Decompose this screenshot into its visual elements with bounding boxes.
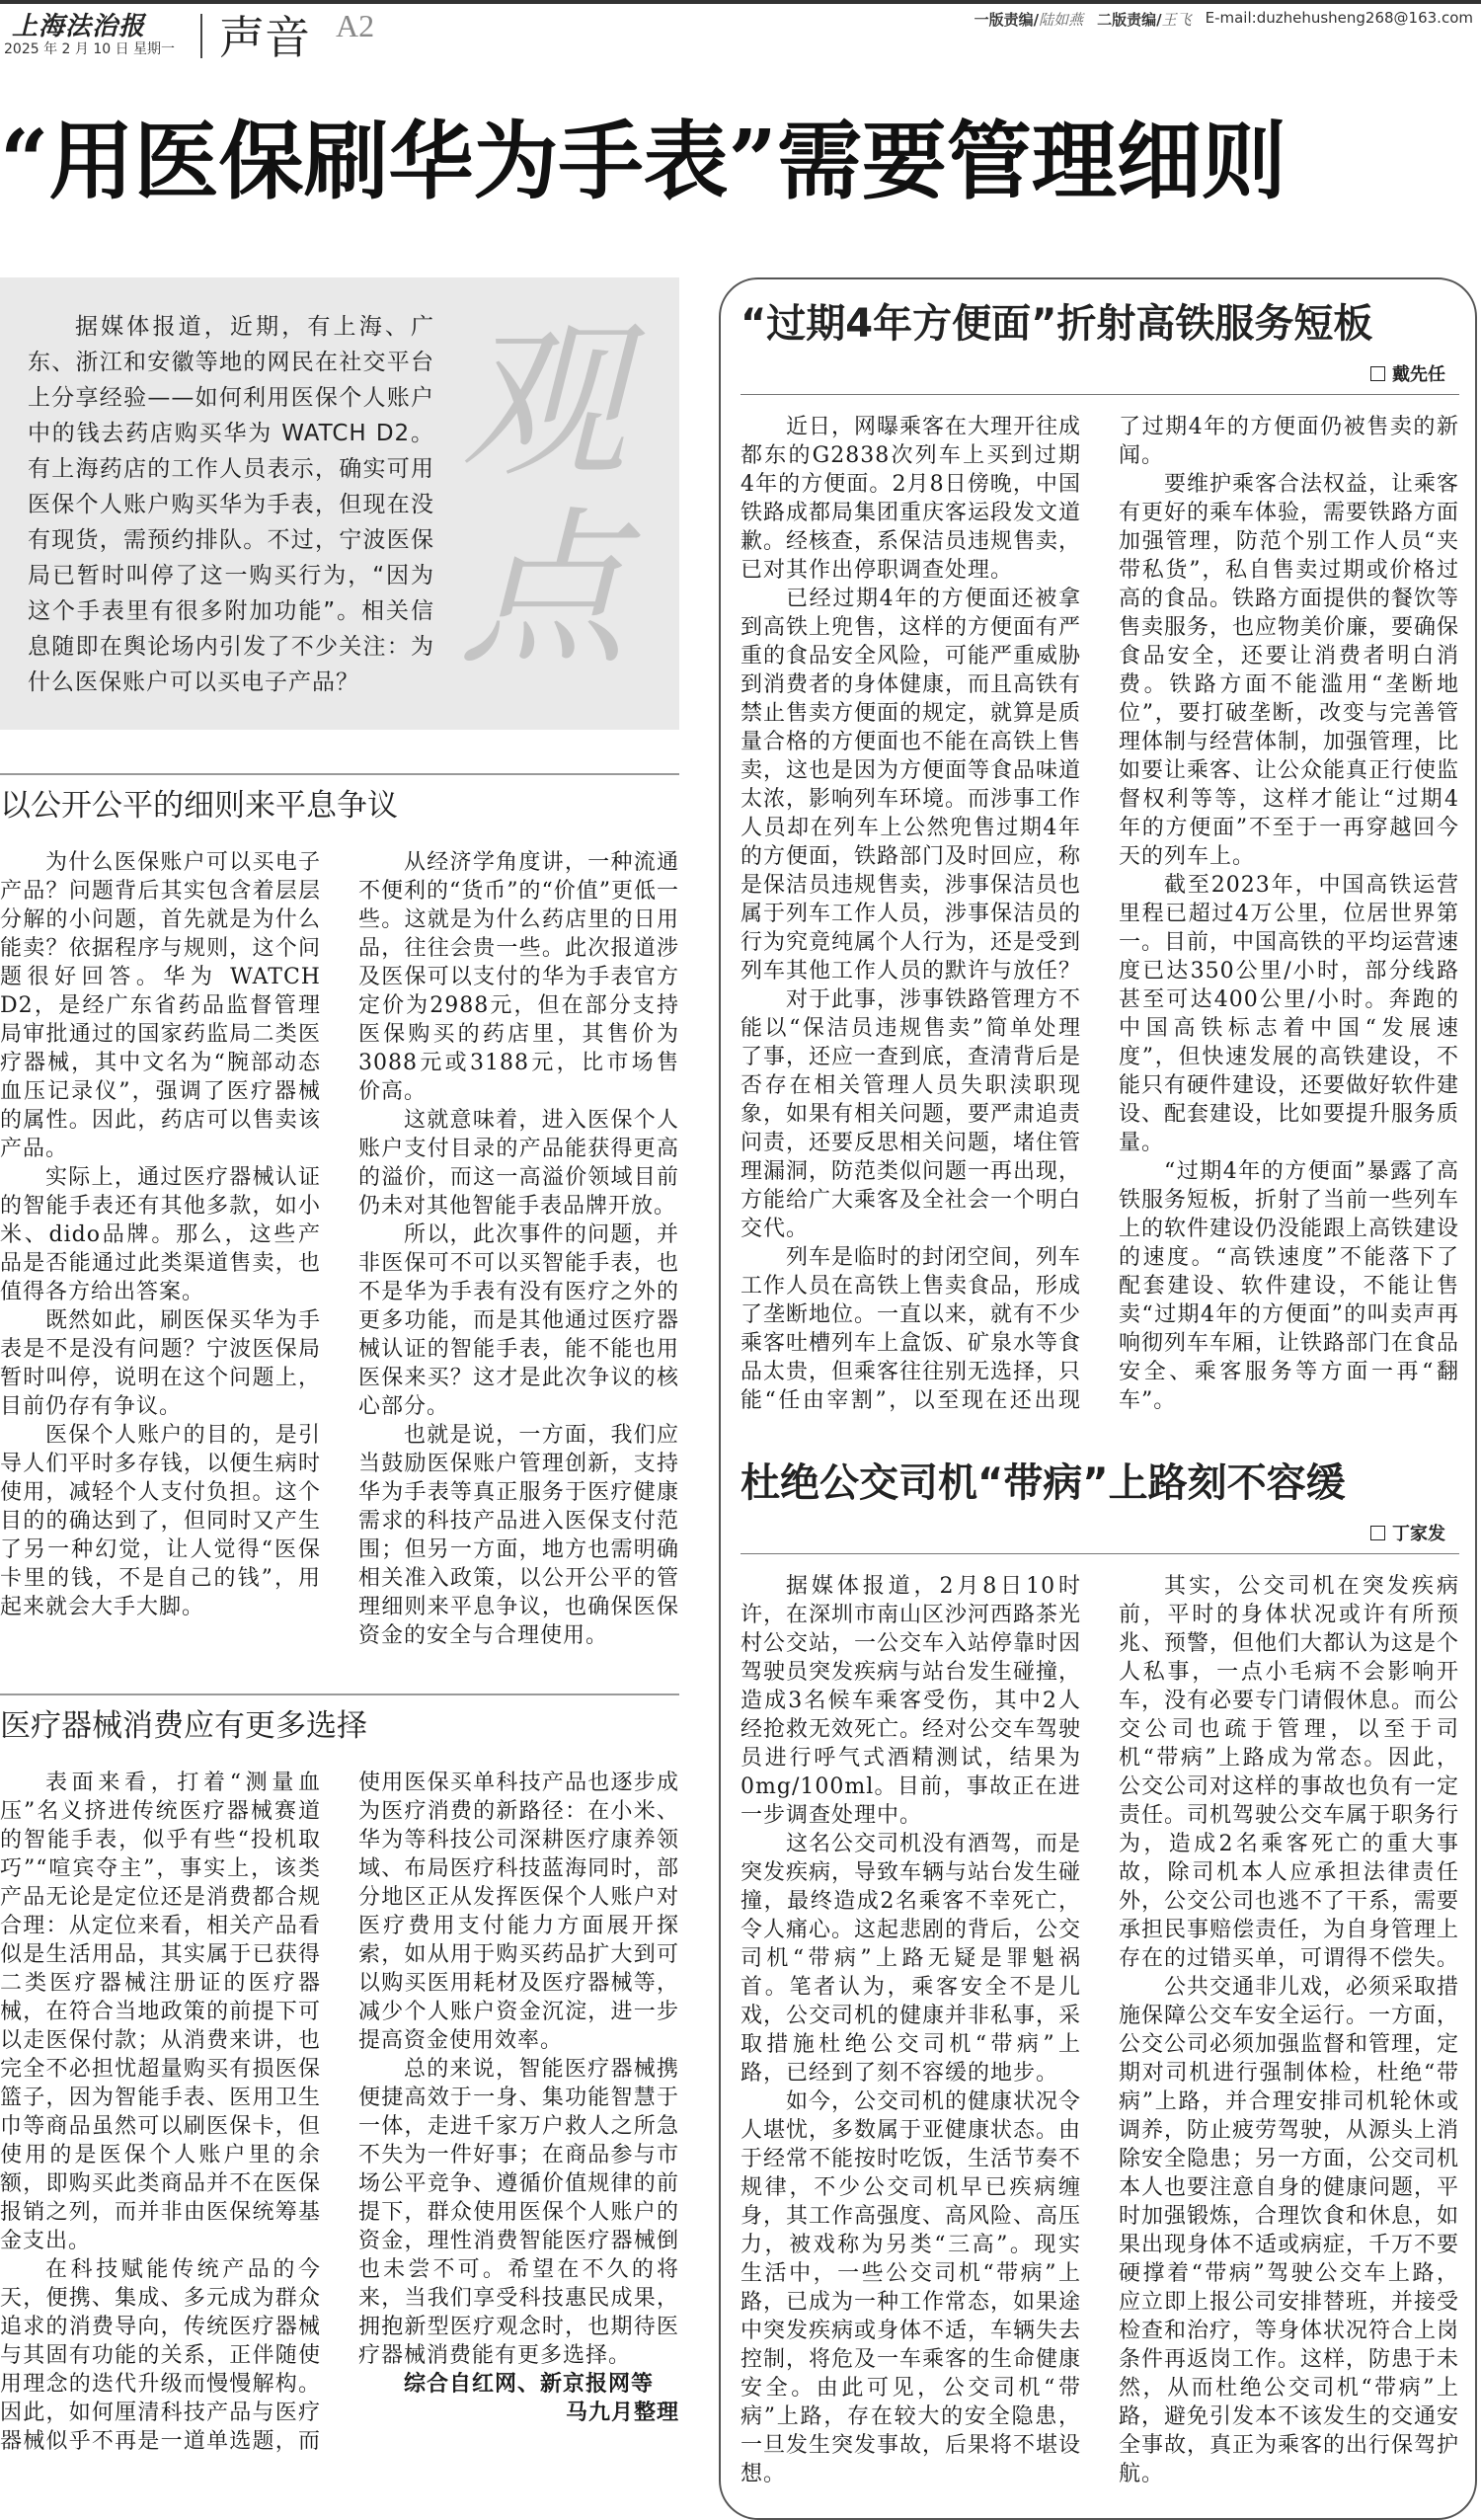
article-byline [740, 362, 1445, 388]
paragraph: 要维护乘客合法权益，让乘客有更好的乘车体验，需要铁路方面加强管理，防范个别工作人员“夹带私货”，私自售卖过期或价格过高的食品。铁路方面提供的餐饮等售卖服务，也应物美价廉，要确保食品安全，还要让消费者明白消费。铁路方面不能滥用“垄断地位”，要打破垄断，改变与完善管理体制与经营体制，加强管理，比如要让乘客、让公众能真正行使监督权利等等，这样才能让“过期4年的方便面”不至于一再穿越回今天的列车上。 [1119, 472, 1460, 869]
editor-2-name: 王飞 [1161, 11, 1192, 29]
issue-date: 2025 年 2 月 10 日 星期一 [4, 41, 176, 57]
paragraph: 对于此事，涉事铁路管理方不能以“保洁员违规售卖”简单处理了事，还应一查到底，查清背后是否存在相关管理人员失职渎职现象，如果有相关问题，要严肃追责问责，还要反思相关问题，堵住管理漏洞，防范类似问题一再出现，方能给广大乘客及全社会一个明白交代。 [740, 987, 1082, 1241]
paragraph: 这名公交司机没有酒驾，而是突发疾病，导致车辆与站台发生碰撞，最终造成2名乘客不幸死亡，令人痛心。这起悲剧的背后，公交司机“带病”上路无疑是罪魁祸首。笔者认为，乘客安全不是儿戏，公交司机的健康并非私事，采取措施杜绝公交司机“带病”上路，已经到了刻不容缓的地步。 [740, 1832, 1082, 2086]
byline-box-icon [1370, 366, 1385, 381]
intro-text: 据媒体报道，近期，有上海、广东、浙江和安徽等地的网民在社交平台上分享经验——如何利用医保个人账户中的钱去药店购买华为 WATCH D2。有上海药店的工作人员表示，确实可用医保个人账户购买华为手表，但现在没有现货，需预约排队。不过，宁波医保局已暂时叫停了这一购买行为，“因为这个手表里有很多附加功能”。相关信息随即在舆论场内引发了不少关注：为什么医保账户可以买电子产品？ [28, 314, 434, 695]
paragraph: “过期4年的方便面”暴露了高铁服务短板，折射了当前一些列车上的软件建设仍没能跟上高铁建设的速度。“高铁速度”不能落下了配套建设、软件建设，不能让售卖“过期4年的方便面”的叫卖声再响彻列车车厢，让铁路部门在食品安全、乘客服务等方面一再“翻车”。 [1119, 1159, 1460, 1413]
paragraph: 近日，网曝乘客在大理开往成都东的G2838次列车上买到过期4年的方便面。2月8日傍晚，中国铁路成都局集团重庆客运段发文道歉。经核查，系保洁员违规售卖，已对其作出停职调查处理。 [740, 415, 1082, 583]
paragraph: 据媒体报道，2月8日10时许，在深圳市南山区沙河西路茶光村公交站，一公交车入站停靠时因驾驶员突发疾病与站台发生碰撞，造成3名候车乘客受伤，其中2人经抢救无效死亡。经对公交车驾驶员进行呼气式酒精测试，结果为0mg/100ml。目前，事故正在进一步调查处理中。 [740, 1574, 1082, 1828]
article-body [0, 1769, 679, 2456]
section-rule [0, 773, 679, 775]
paragraph: 其实，公交司机在突发疾病前，平时的身体状况或许有所预兆、预警，但他们大都认为这是个人私事，一点小毛病不会影响开车，没有必要专门请假休息。而公交公司也疏于管理，以至于司机“带病”上路成为常态。因此，公交公司对这样的事故也负有一定责任。司机驾驶公交车属于职务行为，造成2名乘客死亡的重大事故，除司机本人应承担法律责任外，公交公司也逃不了干系，需要承担民事赔偿责任，为自身管理上存在的过错买单，可谓得不偿失。 [1119, 1574, 1460, 1971]
editor-1-label: 一版责编/ [974, 11, 1040, 29]
article-body [740, 1572, 1459, 2488]
masthead-divider [200, 14, 202, 58]
left-column [0, 277, 679, 2456]
paragraph: 列车是临时的封闭空间，列车工作人员在高铁上售卖食品，形成了垄断地位。一直以来，就有不少乘客吐槽列车上盒饭、矿泉水等食品太贵，但乘客往往别无选择，只能“任由宰割”，以至现在还出现了过期4年的方便面仍被售卖的新闻。 [740, 415, 1459, 1413]
paragraph: 实际上，通过医疗器械认证的智能手表还有其他多款，如小米、dido品牌。那么，这些产品是否能通过此类渠道售卖，也值得各方给出答案。 [0, 1165, 321, 1304]
paragraph: 从经济学角度讲，一种流通不便利的“货币”的“价值”更低一些。这就是为什么药店里的日用品，往往会贵一些。此次报道涉及医保可以支付的华为手表官方定价为2988元，但在部分支持医保购买的药店里，其售价为3088元或3188元，比市场售价高。 [358, 850, 679, 1104]
paragraph: 这就意味着，进入医保个人账户支付目录的产品能获得更高的溢价，而这一高溢价领域目前仍未对其他智能手表品牌开放。 [358, 1108, 679, 1219]
byline-rule [740, 1553, 1459, 1554]
viewpoint-calligraphy: 观点 [458, 305, 627, 688]
article-body [0, 848, 679, 1650]
paragraph: 截至2023年，中国高铁运营里程已超过4万公里，位居世界第一。目前，中国高铁的平均运营速度已达350公里/小时，部分线路甚至可达400公里/小时。奔跑的中国高铁标志着中国“发展速度”，但快速发展的高铁建设，不能只有硬件建设，还要做好软件建设、配套建设，比如要提升服务质量。 [1119, 873, 1460, 1155]
newspaper-logo: 上海法治报 [12, 12, 146, 41]
author-name: 戴先任 [1392, 364, 1445, 385]
article-title: “过期4年方便面”折射高铁服务短板 [740, 301, 1373, 347]
paragraph: 如今，公交司机的健康状况令人堪忧，多数属于亚健康状态。由于经常不能按时吃饭，生活节奏不规律，不少公交司机早已疾病缠身，其工作高强度、高风险、高压力，被戏称为另类“三高”。现实生活中，一些公交司机“带病”上路，已成为一种工作常态，如果途中突发疾病或身体不适，车辆失去控制，将危及一车乘客的生命健康安全。由此可见，公交司机“带病”上路，存在较大的安全隐患，一旦发生突发事故，后果将不堪设想。 [740, 2089, 1082, 2486]
source-credit: 综合自红网、新京报网等 [404, 2372, 655, 2397]
editor-2-label: 二版责编/ [1097, 11, 1162, 29]
article-title: 医疗器械消费应有更多选择 [0, 1708, 367, 1744]
commentary-panel [719, 277, 1477, 2520]
contact-email: E-mail:duzhehusheng268@163.com [1205, 9, 1473, 27]
page-number: A2 [336, 8, 375, 43]
page-headline: “用医保刷华为手表”需要管理细则 [0, 112, 1286, 211]
paragraph: 总的来说，智能医疗器械携便捷高效于一身、集功能智慧于一体，走进千家万户救人之所急不失为一件好事；在商品参与市场公平竞争、遵循价值规律的前提下，群众使用医保个人账户的资金，理性消费智能医疗器械倒也未尝不可。希望在不久的将来，当我们享受科技惠民成果，拥抱新型医疗观念时，也期待医疗器械消费能有更多选择。 [358, 2057, 679, 2368]
compiler-credit: 马九月整理 [565, 2401, 679, 2425]
paragraph: 为什么医保账户可以买电子产品？问题背后其实包含着层层分解的小问题，首先就是为什么能卖？依据程序与规则，这个问题很好回答。华为 WATCH D2，是经广东省药品监督管理局审批通过的国家药监局二类医疗器械，其中文名为“腕部动态血压记录仪”，强调了医疗器械的属性。因此，药店可以售卖该产品。 [0, 850, 321, 1161]
article-title: 杜绝公交司机“带病”上路刻不容缓 [740, 1460, 1346, 1506]
article-body [740, 413, 1459, 1415]
paragraph: 已经过期4年的方便面还被拿到高铁上兜售，这样的方便面有严重的食品安全风险，可能严重威胁到消费者的身体健康，而且高铁有禁止售卖方便面的规定，就算是质量合格的方便面也不能在高铁上售卖，这也是因为方便面等食品味道太浓，影响列车环境。而涉事工作人员却在列车上公然兜售过期4年的方便面，铁路部门及时回应，称是保洁员违规售卖，涉事保洁员也属于列车工作人员，涉事保洁员的行为究竟纯属个人行为，还是受到列车其他工作人员的默许与放任？ [740, 587, 1082, 984]
article-spacer [740, 1415, 1459, 1458]
article-title: 以公开公平的细则来平息争议 [0, 788, 398, 824]
paragraph: 表面来看，打着“测量血压”名义挤进传统医疗器械赛道的智能手表，似乎有些“投机取巧”“喧宾夺主”，事实上，该类产品无论是定位还是消费都合规合理：从定位来看，相关产品看似是生活用品，其实属于已获得二类医疗器械注册证的医疗器械，在符合当地政策的前提下可以走医保付款；从消费来讲，也完全不必担忧超量购买有损医保篮子，因为智能手表、医用卫生巾等商品虽然可以刷医保卡，但使用的是医保个人账户里的余额，即购买此类商品并不在医保报销之列，而并非由医保统筹基金支出。 [0, 1771, 321, 2253]
byline-box-icon [1370, 1526, 1385, 1540]
article-byline [740, 1522, 1445, 1547]
paragraph: 公共交通非儿戏，必须采取措施保障公交车安全运行。一方面，公交公司必须加强监督和管理，定期对司机进行强制体检，杜绝“带病”上路，并合理安排司机轮休或调养，防止疲劳驾驶，从源头上消除安全隐患；另一方面，公交司机本人也要注意自身的健康问题，平时加强锻炼，合理饮食和休息，如果出现身体不适或病症，千万不要硬撑着“带病”驾驶公交车上路，应立即上报公司安排替班，并接受检查和治疗，等身体状况符合上岗条件再返岗工作。这样，防患于未然，从而杜绝公交司机“带病”上路，避免引发本不该发生的交通安全事故，真正为乘客的出行保驾护航。 [1119, 1975, 1460, 2486]
paragraph: 既然如此，刷医保买华为手表是不是没有问题？宁波医保局暂时叫停，说明在这个问题上，目前仍存有争议。 [0, 1308, 321, 1419]
paragraph: 在科技赋能传统产品的今天，便携、集成、多元成为群众追求的消费导向，传统医疗器械与其固有功能的关系，正伴随使用理念的迭代升级而慢慢解构。因此，如何厘清科技产品与医疗器械似乎不再是一道单选题，而使用医保买单科技产品也逐步成为医疗消费的新路径：在小米、华为等科技公司深耕医疗康养领域、布局医疗科技蓝海同时，部分地区正从发挥医保个人账户对医疗费用支付能力方面展开探索，如从用于购买药品扩大到可以购买医用耗材及医疗器械等，减少个人账户资金沉淀，进一步提高资金使用效率。 [0, 1771, 679, 2454]
paragraph: 所以，此次事件的问题，并非医保可不可以买智能手表，也不是华为手表有没有医疗之外的更多功能，而是其他通过医疗器械认证的智能手表，能不能也用医保来买？这才是此次争议的核心部分。 [358, 1222, 679, 1419]
byline-rule [740, 394, 1459, 395]
author-name: 丁家发 [1392, 1524, 1445, 1544]
editor-1-name: 陆如燕 [1039, 11, 1084, 29]
paragraph: 也就是说，一方面，我们应当鼓励医保账户管理创新，支持华为手表等真正服务于医疗健康需求的科技产品进入医保支付范围；但另一方面，地方也需明确相关准入政策，以公开公平的管理细则来平息争议，也确保医保资金的安全与合理使用。 [358, 1423, 679, 1648]
editor-1 [974, 9, 1084, 30]
section-name: 声音 [219, 11, 310, 64]
editor-2 [1097, 9, 1192, 30]
intro-box [0, 277, 679, 730]
paragraph: 医保个人账户的目的，是引导人们平时多存钱，以便生病时使用，减轻个人支付负担。这个目的的确达到了，但同时又产生了另一种幻觉，让人觉得“医保卡里的钱，不是自己的钱”，用起来就会大手大脚。 [0, 1423, 321, 1619]
section-rule [0, 1693, 679, 1695]
editor-credits [974, 9, 1473, 30]
